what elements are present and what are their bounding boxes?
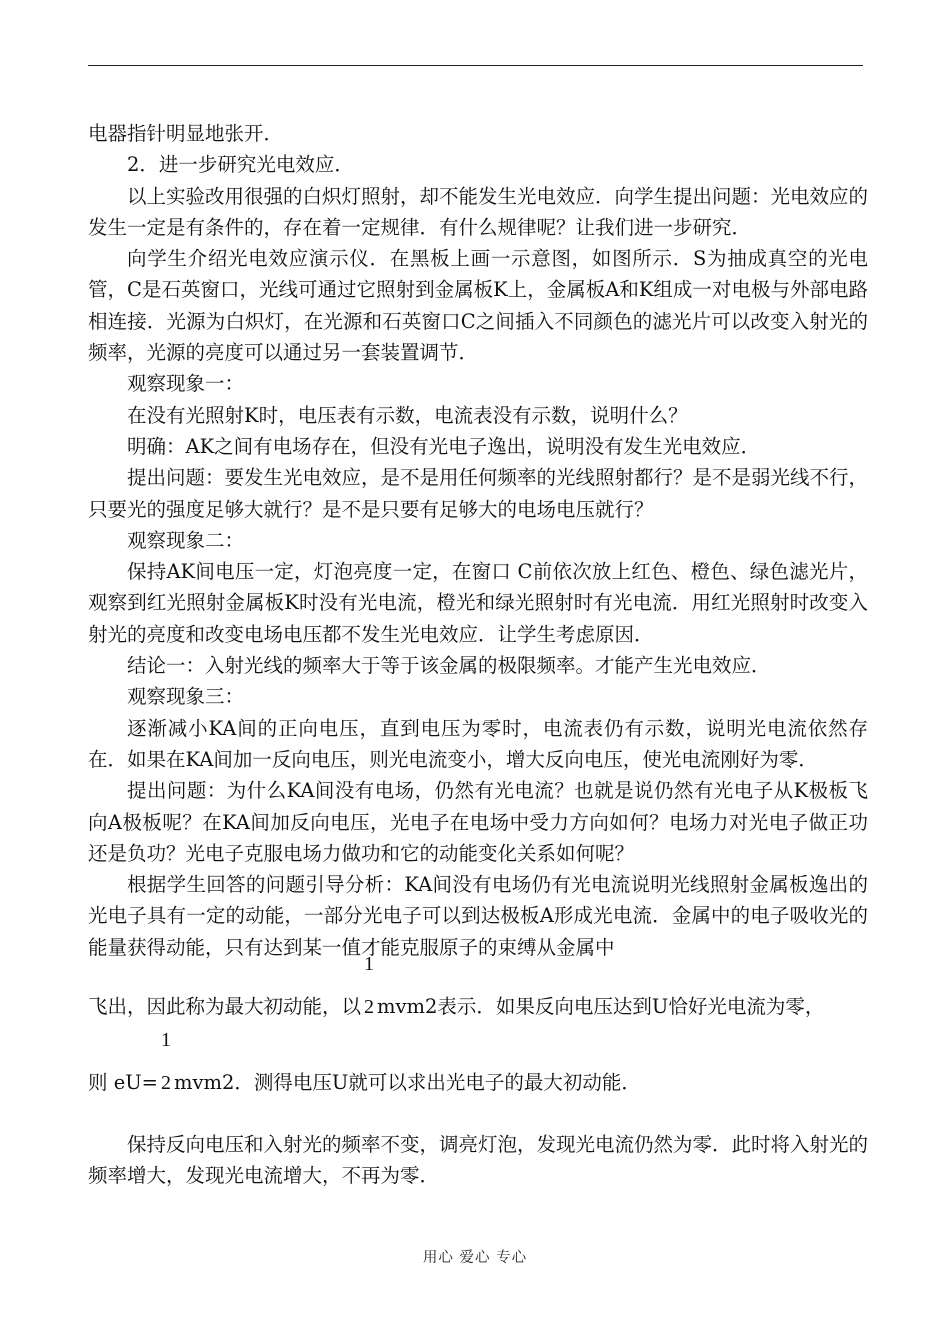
fraction-numerator: 1 <box>364 953 375 976</box>
header-rule <box>88 65 863 66</box>
conclusion: 结论一：入射光线的频率大于等于该金属的极限频率。才能产生光电效应． <box>127 654 771 678</box>
paragraph: 明确：AK之间有电场存在，但没有光电子逸出，说明没有发生光电效应． <box>127 434 761 458</box>
paragraph: 保持反向电压和入射光的频率不变，调亮灯泡，发现光电流仍然为零．此时将入射光的频率增大，发现光电流增大，不再为零． <box>88 1133 869 1188</box>
paragraph: 根据学生回答的问题引导分析：KA间没有电场仍有光电流说明光线照射金属板逸出的光电子具有一定的动能，一部分光电子可以到达极板A形成光电流．金属中的电子吸收光的能量获得动能，只有达到某一值才能克服原子的束缚从金属中 <box>88 873 868 959</box>
paragraph: 提出问题：为什么KA间没有电场，仍然有光电流？也就是说仍然有光电子从K极板飞向A极板呢？在KA间加反向电压，光电子在电场中受力方向如何？电场力对光电子做正功还是负功？光电子克服电场力做功和它的动能变化关系如何呢？ <box>88 779 868 865</box>
page-footer: 用心 爱心 专心 <box>422 1250 528 1266</box>
paragraph: 以上实验改用很强的白炽灯照射，却不能发生光电效应．向学生提出问题：光电效应的发生一定是有条件的，存在着一定规律．有什么规律呢？让我们进一步研究． <box>88 184 869 239</box>
paragraph: 电器指针明显地张开． <box>88 122 284 145</box>
formula-text-after: mvm2表示．如果反向电压达到U恰好光电流为零， <box>377 995 825 1019</box>
formula-text-before: 飞出，因此称为最大初动能，以 <box>88 995 362 1019</box>
document-body <box>88 118 868 1192</box>
paragraph: 在没有光照射K时，电压表有示数，电流表没有示数，说明什么？ <box>127 403 688 427</box>
fraction-denominator: 2 <box>161 1072 172 1095</box>
observation-heading: 观察现象二： <box>127 528 245 552</box>
fraction-numerator: 1 <box>161 1029 172 1052</box>
paragraph: 保持AK间电压一定，灯泡亮度一定，在窗口 C前依次放上红色、橙色、绿色滤光片，观察到红光照射金属板K时没有光电流，橙光和绿光照射时有光电流．用红光照射时改变入射光的亮度和改变电场电压都不发生光电效应．让学生考虑原因． <box>88 560 868 646</box>
observation-heading: 观察现象三： <box>127 685 245 709</box>
paragraph: 提出问题：要发生光电效应，是不是用任何频率的光线照射都行？是不是弱光线不行，只要光的强度足够大就行？是不是只要有足够大的电场电压就行？ <box>88 466 869 521</box>
paragraph: 向学生介绍光电效应演示仪．在黑板上画一示意图，如图所示．S为抽成真空的光电管，C是石英窗口，光线可通过它照射到金属板K上，金属板A和K组成一对电极与外部电路相连接．光源为白炽灯，在光源和石英窗口C之间插入不同颜色的滤光片可以改变入射光的频率，光源的亮度可以通过另一套装置调节． <box>88 247 868 365</box>
fraction-denominator: 2 <box>364 996 375 1019</box>
formula-text-before: 则 eU= <box>88 1071 159 1095</box>
formula-line <box>88 1029 868 1099</box>
formula-text-after: mvm2．测得电压U就可以求出光电子的最大初动能． <box>174 1071 641 1095</box>
section-heading: 2．进一步研究光电效应． <box>127 153 354 177</box>
paragraph: 逐渐减小KA间的正向电压，直到电压为零时，电流表仍有示数，说明光电流依然存在．如果在KA间加一反向电压，则光电流变小，增大反向电压，使光电流刚好为零． <box>88 716 868 771</box>
formula-line <box>88 953 868 1023</box>
fraction-one-half <box>361 953 377 1023</box>
observation-heading: 观察现象一： <box>127 372 245 396</box>
fraction-one-half <box>158 1029 174 1099</box>
